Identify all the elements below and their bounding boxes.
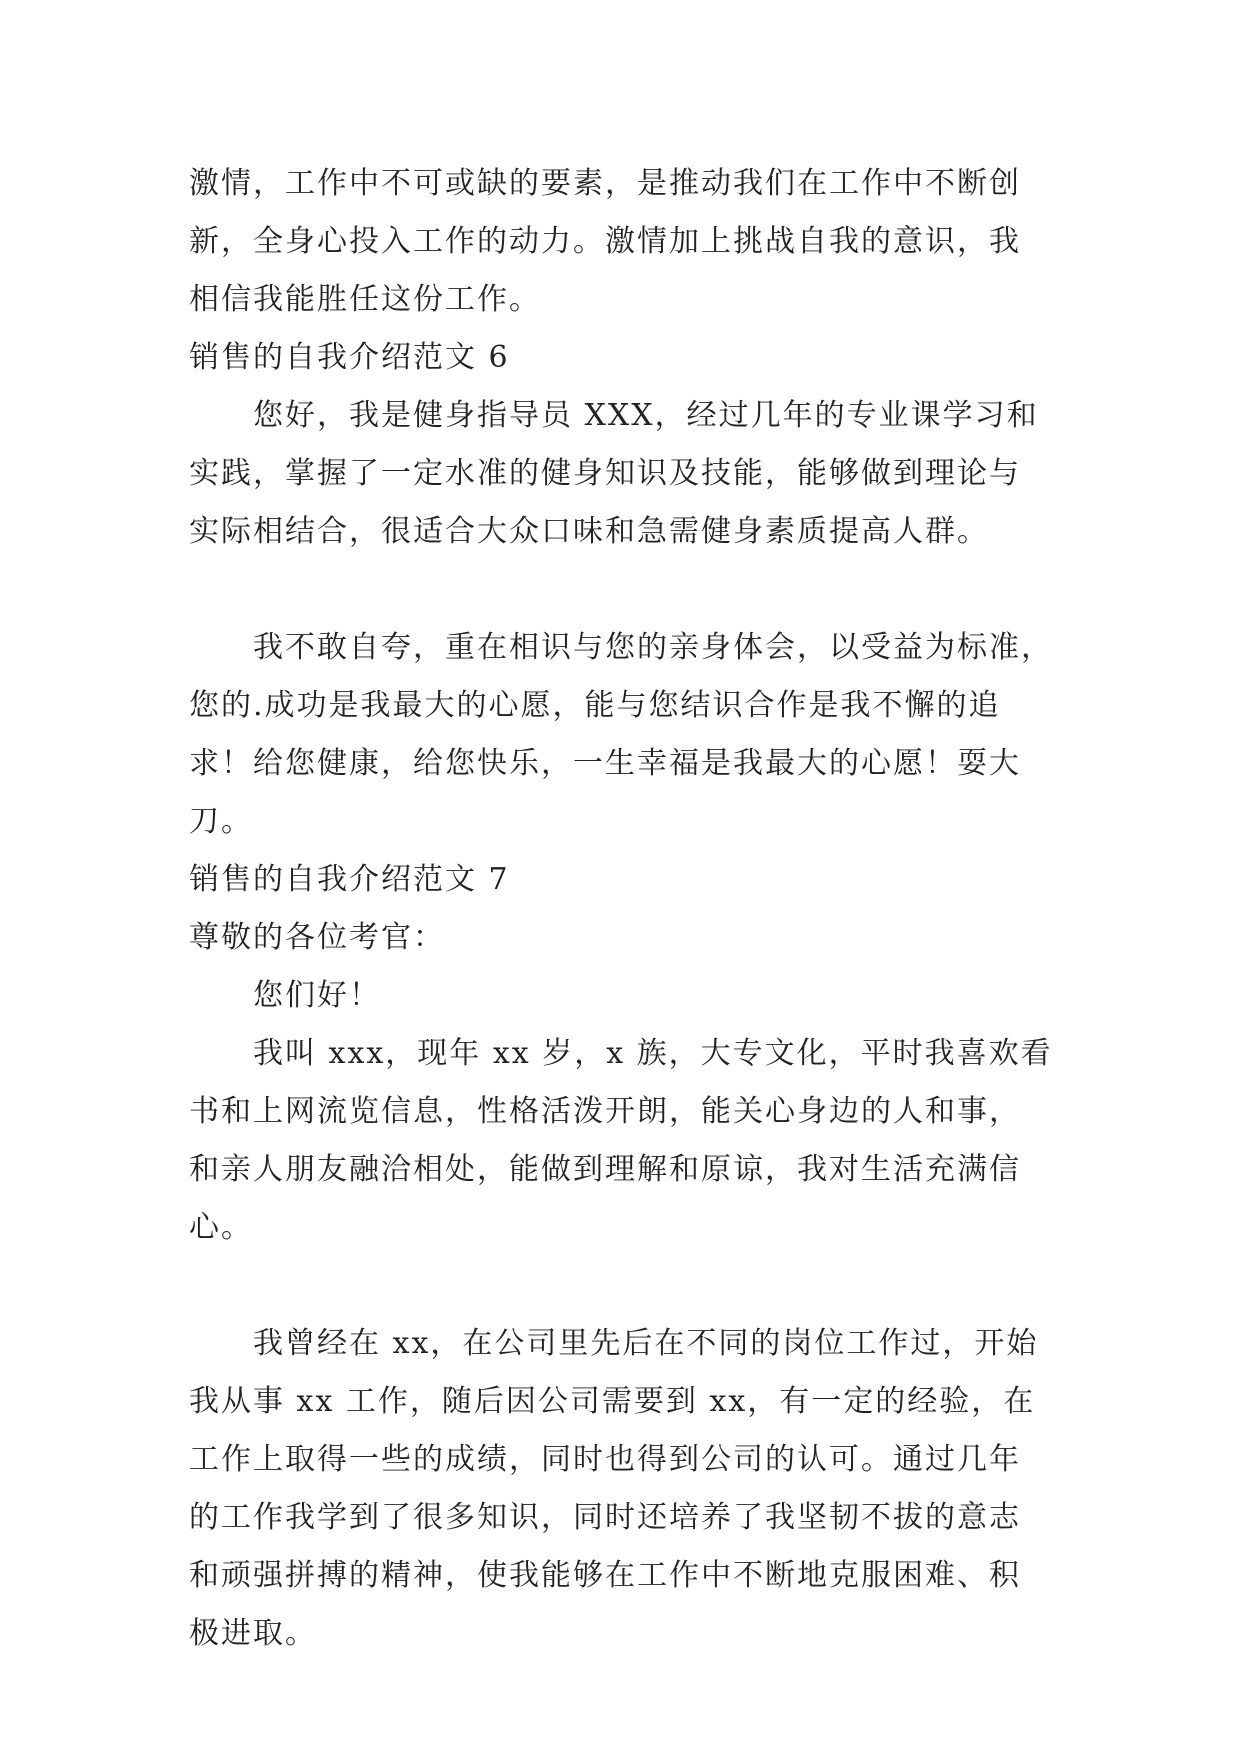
paragraph-line: 您好，我是健身指导员 XXX，经过几年的专业课学习和 [253, 398, 1039, 433]
section-heading: 销售的自我介绍范文 6 [189, 340, 510, 375]
paragraph-line: 的工作我学到了很多知识，同时还培养了我坚韧不拔的意志 [189, 1500, 1021, 1535]
paragraph-line: 极进取。 [189, 1616, 317, 1651]
paragraph-line: 工作上取得一些的成绩，同时也得到公司的认可。通过几年 [189, 1442, 1021, 1477]
paragraph-line: 实际相结合，很适合大众口味和急需健身素质提高人群。 [189, 514, 989, 549]
paragraph-line: 我从事 xx 工作，随后因公司需要到 xx，有一定的经验，在 [189, 1384, 1036, 1419]
paragraph-line: 刀。 [189, 804, 253, 839]
paragraph-line: 相信我能胜任这份工作。 [189, 282, 541, 317]
paragraph-line: 心。 [189, 1210, 253, 1245]
paragraph-line: 书和上网流览信息，性格活泼开朗，能关心身边的人和事， [189, 1094, 1021, 1129]
paragraph-line: 新，全身心投入工作的动力。激情加上挑战自我的意识，我 [189, 224, 1021, 259]
section-heading: 销售的自我介绍范文 7 [189, 862, 510, 897]
paragraph-line: 激情，工作中不可或缺的要素，是推动我们在工作中不断创 [189, 166, 1021, 201]
paragraph-line: 我不敢自夸，重在相识与您的亲身体会，以受益为标准， [253, 630, 1053, 665]
paragraph-line: 实践，掌握了一定水准的健身知识及技能，能够做到理论与 [189, 456, 1021, 491]
greeting-line: 您们好！ [253, 978, 381, 1013]
paragraph-line: 和顽强拼搏的精神，使我能够在工作中不断地克服困难、积 [189, 1558, 1021, 1593]
paragraph-line: 我叫 xxx，现年 xx 岁，x 族，大专文化，平时我喜欢看 [253, 1036, 1053, 1071]
paragraph-spacer [189, 1257, 1059, 1315]
salutation: 尊敬的各位考官： [189, 920, 445, 955]
paragraph-spacer [189, 561, 1059, 619]
paragraph-line: 求！给您健康，给您快乐，一生幸福是我最大的心愿！耍大 [189, 746, 1021, 781]
document-body [189, 155, 1059, 1663]
paragraph-line: 您的.成功是我最大的心愿，能与您结识合作是我不懈的追 [189, 688, 1001, 723]
paragraph-line: 我曾经在 xx，在公司里先后在不同的岗位工作过，开始 [253, 1326, 1039, 1361]
paragraph-line: 和亲人朋友融洽相处，能做到理解和原谅，我对生活充满信 [189, 1152, 1021, 1187]
